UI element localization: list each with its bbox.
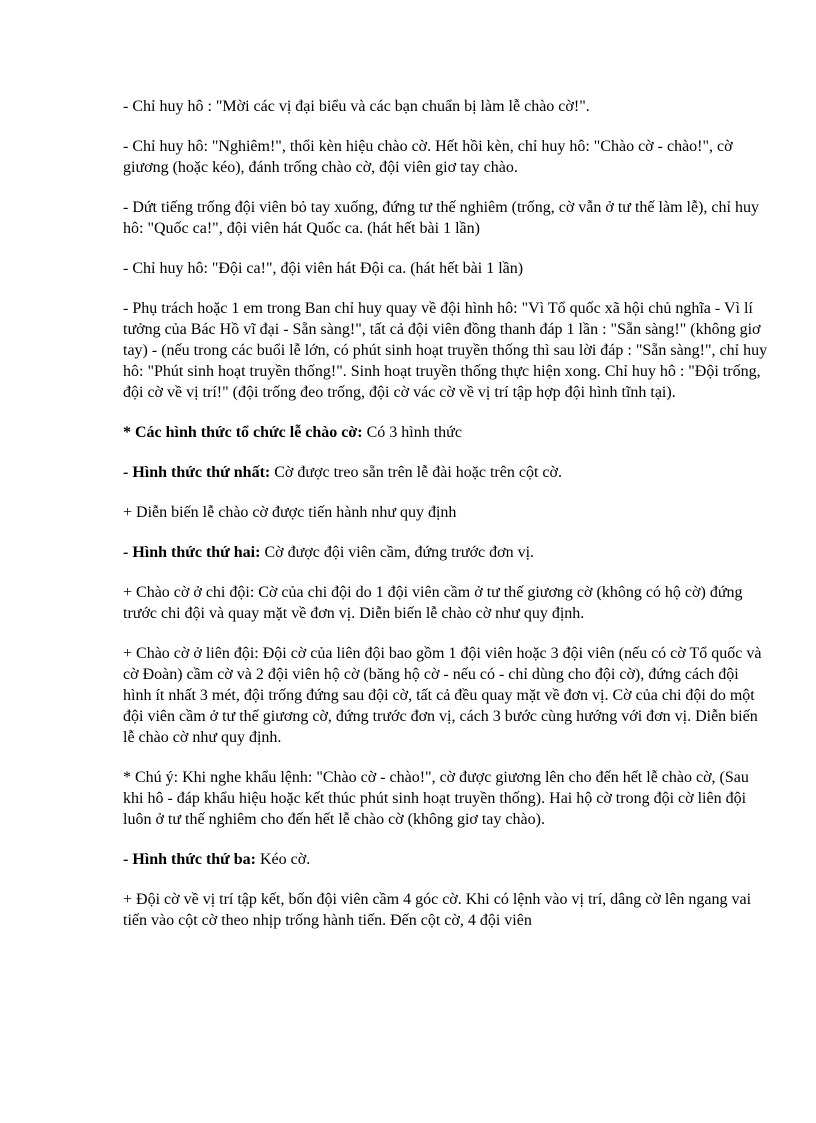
paragraph-form-two bbox=[123, 542, 768, 563]
paragraph-text: + Diễn biến lễ chào cờ được tiến hành như quy định bbox=[123, 504, 457, 521]
paragraph-command-invite bbox=[123, 96, 768, 117]
paragraph-text: + Chào cờ ở liên đội: Đội cờ của liên đội bao gồm 1 đội viên hoặc 3 đội viên (nếu có cờ Tổ quốc và cờ Đoàn) cầm cờ và 2 đội viên hộ cờ (băng hộ cờ - nếu có - chỉ dùng cho đội cờ), đứng cách đội hình ít nhất 3 mét, đội trống đứng sau đội cờ, tất cả đều quay mặt về đơn vị. Cờ của chi đội do một đội viên cầm ở tư thế giương cờ, đứng trước đơn vị, cách 3 bước cùng hướng với đơn vị. Diễn biến lễ chào cờ như quy định. bbox=[123, 645, 762, 746]
paragraph-brigade-flag bbox=[123, 643, 768, 748]
paragraph-text: - Chỉ huy hô: "Nghiêm!", thổi kèn hiệu chào cờ. Hết hồi kèn, chỉ huy hô: "Chào cờ - chào!", cờ giương (hoặc kéo), đánh trống chào cờ, đội viên giơ tay chào. bbox=[123, 138, 733, 176]
paragraph-forms-heading bbox=[123, 422, 768, 443]
paragraph-text: Kéo cờ. bbox=[256, 851, 311, 868]
paragraph-note bbox=[123, 767, 768, 830]
paragraph-squad-flag bbox=[123, 582, 768, 624]
paragraph-text: Có 3 hình thức bbox=[362, 424, 462, 441]
paragraph-text: Cờ được treo sẵn trên lễ đài hoặc trên cột cờ. bbox=[270, 464, 562, 481]
paragraph-text: + Chào cờ ở chi đội: Cờ của chi đội do 1 đội viên cầm ở tư thế giương cờ (không có hộ cờ) đứng trước chi đội và quay mặt về đơn vị. Diễn biến lễ chào cờ như quy định. bbox=[123, 584, 743, 622]
paragraph-bold-lead: * Các hình thức tổ chức lễ chào cờ: bbox=[123, 424, 363, 441]
paragraph-text: Cờ được đội viên cầm, đứng trước đơn vị. bbox=[260, 544, 535, 561]
paragraph-text: - Chỉ huy hô : "Mời các vị đại biểu và các bạn chuẩn bị làm lễ chào cờ!". bbox=[123, 98, 590, 115]
paragraph-text: - Dứt tiếng trống đội viên bỏ tay xuống, đứng tư thế nghiêm (trống, cờ vẫn ở tư thế làm lễ), chỉ huy hô: "Quốc ca!", đội viên hát Quốc ca. (hát hết bài 1 lần) bbox=[123, 199, 759, 237]
paragraph-form-one-detail bbox=[123, 502, 768, 523]
paragraph-national-anthem bbox=[123, 197, 768, 239]
paragraph-bold-lead: - Hình thức thứ ba: bbox=[123, 851, 256, 868]
paragraph-command-attention bbox=[123, 136, 768, 178]
paragraph-text: + Đội cờ về vị trí tập kết, bốn đội viên cầm 4 góc cờ. Khi có lệnh vào vị trí, dâng cờ lên ngang vai tiến vào cột cờ theo nhịp trống hành tiến. Đến cột cờ, 4 đội viên bbox=[123, 891, 752, 929]
paragraph-text: - Phụ trách hoặc 1 em trong Ban chỉ huy quay về đội hình hô: "Vì Tổ quốc xã hội chủ nghĩa - Vì lí tưởng của Bác Hồ vĩ đại - Sẵn sàng!", tất cả đội viên đồng thanh đáp 1 lần : "Sẵn sàng!" (không giơ tay) - (nếu trong các buổi lễ lớn, có phút sinh hoạt truyền thống thì sau lời đáp : "Sẵn sàng!", chỉ huy hô: "Phút sinh hoạt truyền thống!". Sinh hoạt truyền thống thực hiện xong. Chỉ huy hô : "Đội trống, đội cờ về vị trí!" (đội trống đeo trống, đội cờ vác cờ về vị trí tập hợp đội hình tĩnh tại). bbox=[123, 300, 768, 401]
paragraph-form-one bbox=[123, 462, 768, 483]
document-body bbox=[123, 96, 768, 950]
paragraph-form-three bbox=[123, 849, 768, 870]
paragraph-form-three-detail bbox=[123, 889, 768, 931]
paragraph-slogan bbox=[123, 298, 768, 403]
paragraph-text: * Chú ý: Khi nghe khẩu lệnh: "Chào cờ - chào!", cờ được giương lên cho đến hết lễ chào cờ, (Sau khi hô - đáp khẩu hiệu hoặc kết thúc phút sinh hoạt truyền thống). Hai hộ cờ trong đội cờ liên đội luôn ở tư thế nghiêm cho đến hết lễ chào cờ (không giơ tay chào). bbox=[123, 769, 749, 828]
paragraph-bold-lead: - Hình thức thứ nhất: bbox=[123, 464, 271, 481]
paragraph-team-anthem bbox=[123, 258, 768, 279]
paragraph-text: - Chỉ huy hô: "Đội ca!", đội viên hát Đội ca. (hát hết bài 1 lần) bbox=[123, 260, 524, 277]
paragraph-bold-lead: - Hình thức thứ hai: bbox=[123, 544, 261, 561]
